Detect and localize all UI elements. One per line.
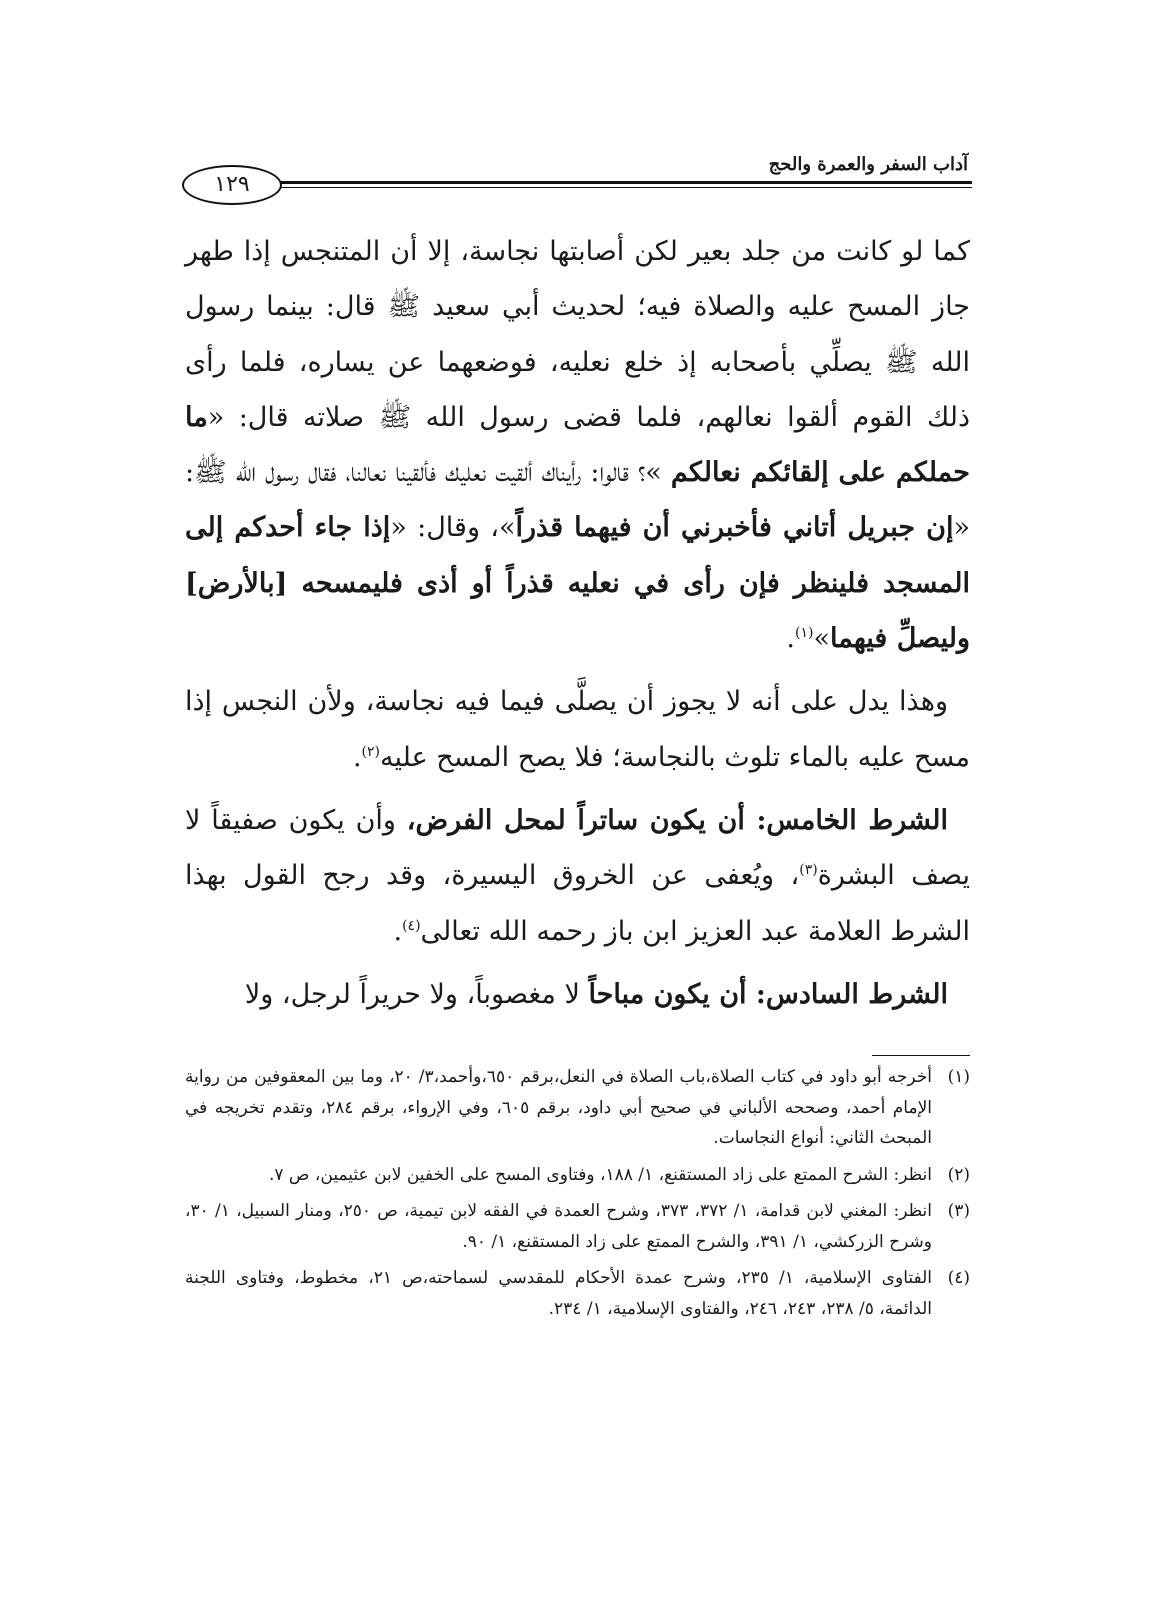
paragraph-condition-5 xyxy=(185,793,970,959)
condition-heading: الشرط الخامس: أن يكون ساتراً لمحل الفرض، xyxy=(406,804,948,836)
footnote-number: (٢) xyxy=(947,1164,970,1185)
footnote-text: أخرجه أبو داود في كتاب الصلاة،باب الصلاة في النعل،برقم ٦٥٠،وأحمد،٣/ ٢٠، وما بين المعقوفين من رواية الإمام أحمد، وصححه الألباني في صحيح أبي داود، برقم ٦٠٥، وفي الإرواء، برقم ٢٨٤، وتقدم تخريجه في المبحث الثاني: أنواع النجاسات. xyxy=(185,1067,932,1148)
hadith-quote: إن جبريل أتاني فأخبرني أن فيهما قذراً xyxy=(515,512,954,544)
condition-heading: الشرط السادس: أن يكون مباحاً xyxy=(588,978,948,1010)
text-segment: . xyxy=(393,915,403,947)
header-rule-thick xyxy=(267,181,972,184)
page-number: ١٢٩ xyxy=(182,165,282,205)
text-segment: وهذا يدل على أنه لا يجوز أن يصلَّى فيما فيه نجاسة، ولأن النجس إذا مسح عليه بالماء تلوث بالنجاسة؛ فلا يصح المسح عليه xyxy=(185,686,970,773)
footnote-number: (٣) xyxy=(947,1201,970,1221)
paragraph-ruling xyxy=(185,674,970,785)
hadith-quote: إذا جاء أحدكم إلى المسجد فلينظر فإن رأى في نعليه قذراً أو أذى فليمسحه [بالأرض] وليصلِّ فيهما xyxy=(185,512,970,655)
footnote-ref: (١) xyxy=(794,625,814,642)
footnote-number: (٤) xyxy=(947,1268,970,1288)
footnotes xyxy=(185,1062,970,1330)
footnote xyxy=(185,1263,970,1324)
footnote-number: (١) xyxy=(947,1067,970,1087)
text-segment: كما لو كانت من جلد بعير لكن أصابتها نجاسة، إلا أن المتنجس إذا طهر جاز المسح عليه والصلاة فيه؛ لحديث أبي سعيد ﷺ قال: بينما رسول الله ﷺ يصلِّي بأصحابه إذ خلع نعليه، فوضعهما عن يساره، فلما رأى ذلك القوم ألقوا نعالهم، فلما قضى رسول الله ﷺ صلاته قال: « xyxy=(185,236,970,433)
footnote-ref: (٤) xyxy=(402,917,421,934)
footnote-text: انظر: الشرح الممتع على زاد المستقنع، ١/ ١٨٨، وفتاوى المسح على الخفين لابن عثيمين، ص ٧. xyxy=(268,1164,932,1185)
text-segment: لا مغصوباً، ولا حريراً لرجل، ولا xyxy=(244,978,589,1010)
footnote-text: الفتاوى الإسلامية، ١/ ٢٣٥، وشرح عمدة الأحكام للمقدسي لسماحته،ص ٢١، مخطوط، وفتاوى اللجنة الدائمة، ٥/ ٢٣٨، ٢٤٣، ٢٤٦، والفتاوى الإسلامية، ١/ ٢٣٤. xyxy=(185,1268,933,1319)
footnote xyxy=(185,1196,970,1257)
text-segment: وأن يكون صفيقاً لا يصف البشرة xyxy=(185,804,970,892)
text-segment: ، ويُعفى عن الخروق اليسيرة، وقد رجح القول بهذا الشرط العلامة عبد العزيز ابن باز رحمه الله تعالى xyxy=(185,860,970,947)
paragraph-hadith xyxy=(185,224,970,666)
footnote-text: انظر: المغني لابن قدامة، ١/ ٣٧٢، ٣٧٣، وشرح العمدة في الفقه لابن تيمية، ص ٢٥٠، ومنار السبيل، ١/ ٣٠، وشرح الزركشي، ١/ ٣٩١، والشرح الممتع على زاد المستقنع، ١/ ٩٠. xyxy=(185,1201,933,1252)
text-segment: »، وقال: « xyxy=(390,512,516,544)
header-rule-thin xyxy=(277,187,972,188)
footnote-ref: (٢) xyxy=(361,743,381,760)
footnote-separator xyxy=(872,1055,970,1056)
hadith-quote: ما حملكم على إلقائكم نعالكم xyxy=(185,401,970,489)
paragraph-condition-6 xyxy=(185,967,970,1022)
page-header xyxy=(182,152,972,212)
main-text xyxy=(185,224,970,1022)
text-segment: »؟ قالوا: رأيناك ألقيت نعليك فألقينا نعالنا، فقال رسول الله ﷺ: « xyxy=(185,457,970,544)
text-segment: . xyxy=(352,741,362,773)
book-title: آداب السفر والعمرة والحج xyxy=(768,154,968,175)
footnote xyxy=(185,1160,970,1191)
text-segment: . xyxy=(786,623,795,655)
text-segment: » xyxy=(813,623,830,655)
footnote xyxy=(185,1062,970,1154)
footnote-ref: (٣) xyxy=(799,862,818,879)
